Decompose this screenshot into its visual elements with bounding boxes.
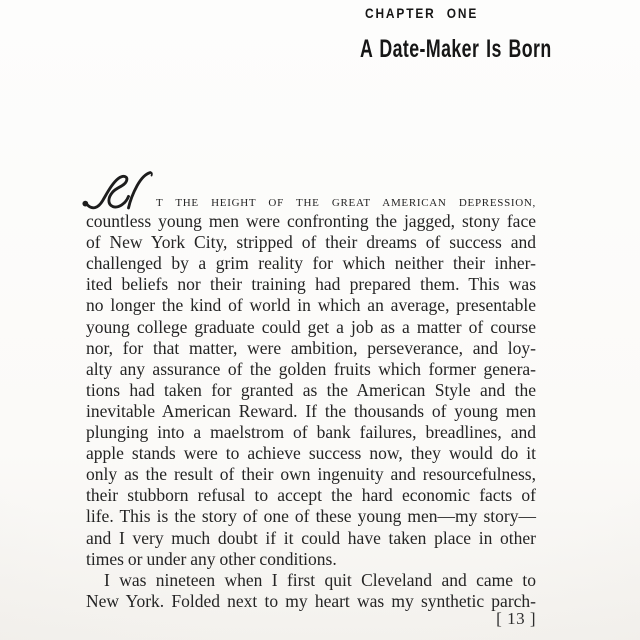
chapter-title: A Date-Maker Is Born [360, 35, 552, 63]
script-initial-a-icon [81, 171, 153, 211]
text-line: nor, for that matter, were ambition, perseverance, and loy- [86, 337, 536, 358]
text-line: their stubborn refusal to accept the hard economic facts of [86, 485, 536, 506]
text-line: alty any assurance of the golden fruits which former genera- [86, 358, 536, 379]
text-line: and I very much doubt if it could have taken place in other [86, 527, 536, 548]
text-line: I was nineteen when I first quit Cleveland and came to [104, 569, 536, 590]
body-text [86, 190, 536, 612]
chapter-label: CHAPTER ONE [365, 5, 479, 21]
text-line: countless young men were confronting the jagged, stony face [86, 211, 536, 232]
text-line: of New York City, stripped of their dreams of success and [86, 232, 536, 253]
text-line: life. This is the story of one of these young men—my story— [86, 506, 536, 527]
text-line: inevitable American Reward. If the thousands of young men [86, 400, 536, 421]
paragraph-2 [86, 570, 536, 612]
text-line: times or under any other conditions. [86, 548, 337, 569]
page-number: [ 13 ] [496, 609, 536, 628]
paragraph-1 [86, 211, 536, 570]
text-line: young college graduate could get a job as a matter of course [86, 316, 536, 337]
opening-line [86, 190, 536, 211]
text-line: ited beliefs nor their training had prepared them. This was [86, 274, 536, 295]
text-line: tions had taken for granted as the American Style and the [86, 379, 536, 400]
opening-caps-text: T THE HEIGHT OF THE GREAT AMERICAN DEPRESSION, [156, 197, 536, 209]
text-line: no longer the kind of world in which an average, presentable [86, 295, 536, 316]
text-line: challenged by a grim reality for which neither their inher- [86, 253, 536, 274]
text-line: apple stands were to achieve success now, they would do it [86, 443, 536, 464]
text-line: plunging into a maelstrom of bank failures, breadlines, and [86, 422, 536, 443]
text-line: only as the result of their own ingenuity and resourcefulness, [86, 464, 536, 485]
text-line: New York. Folded next to my heart was my synthetic parch- [86, 590, 536, 611]
